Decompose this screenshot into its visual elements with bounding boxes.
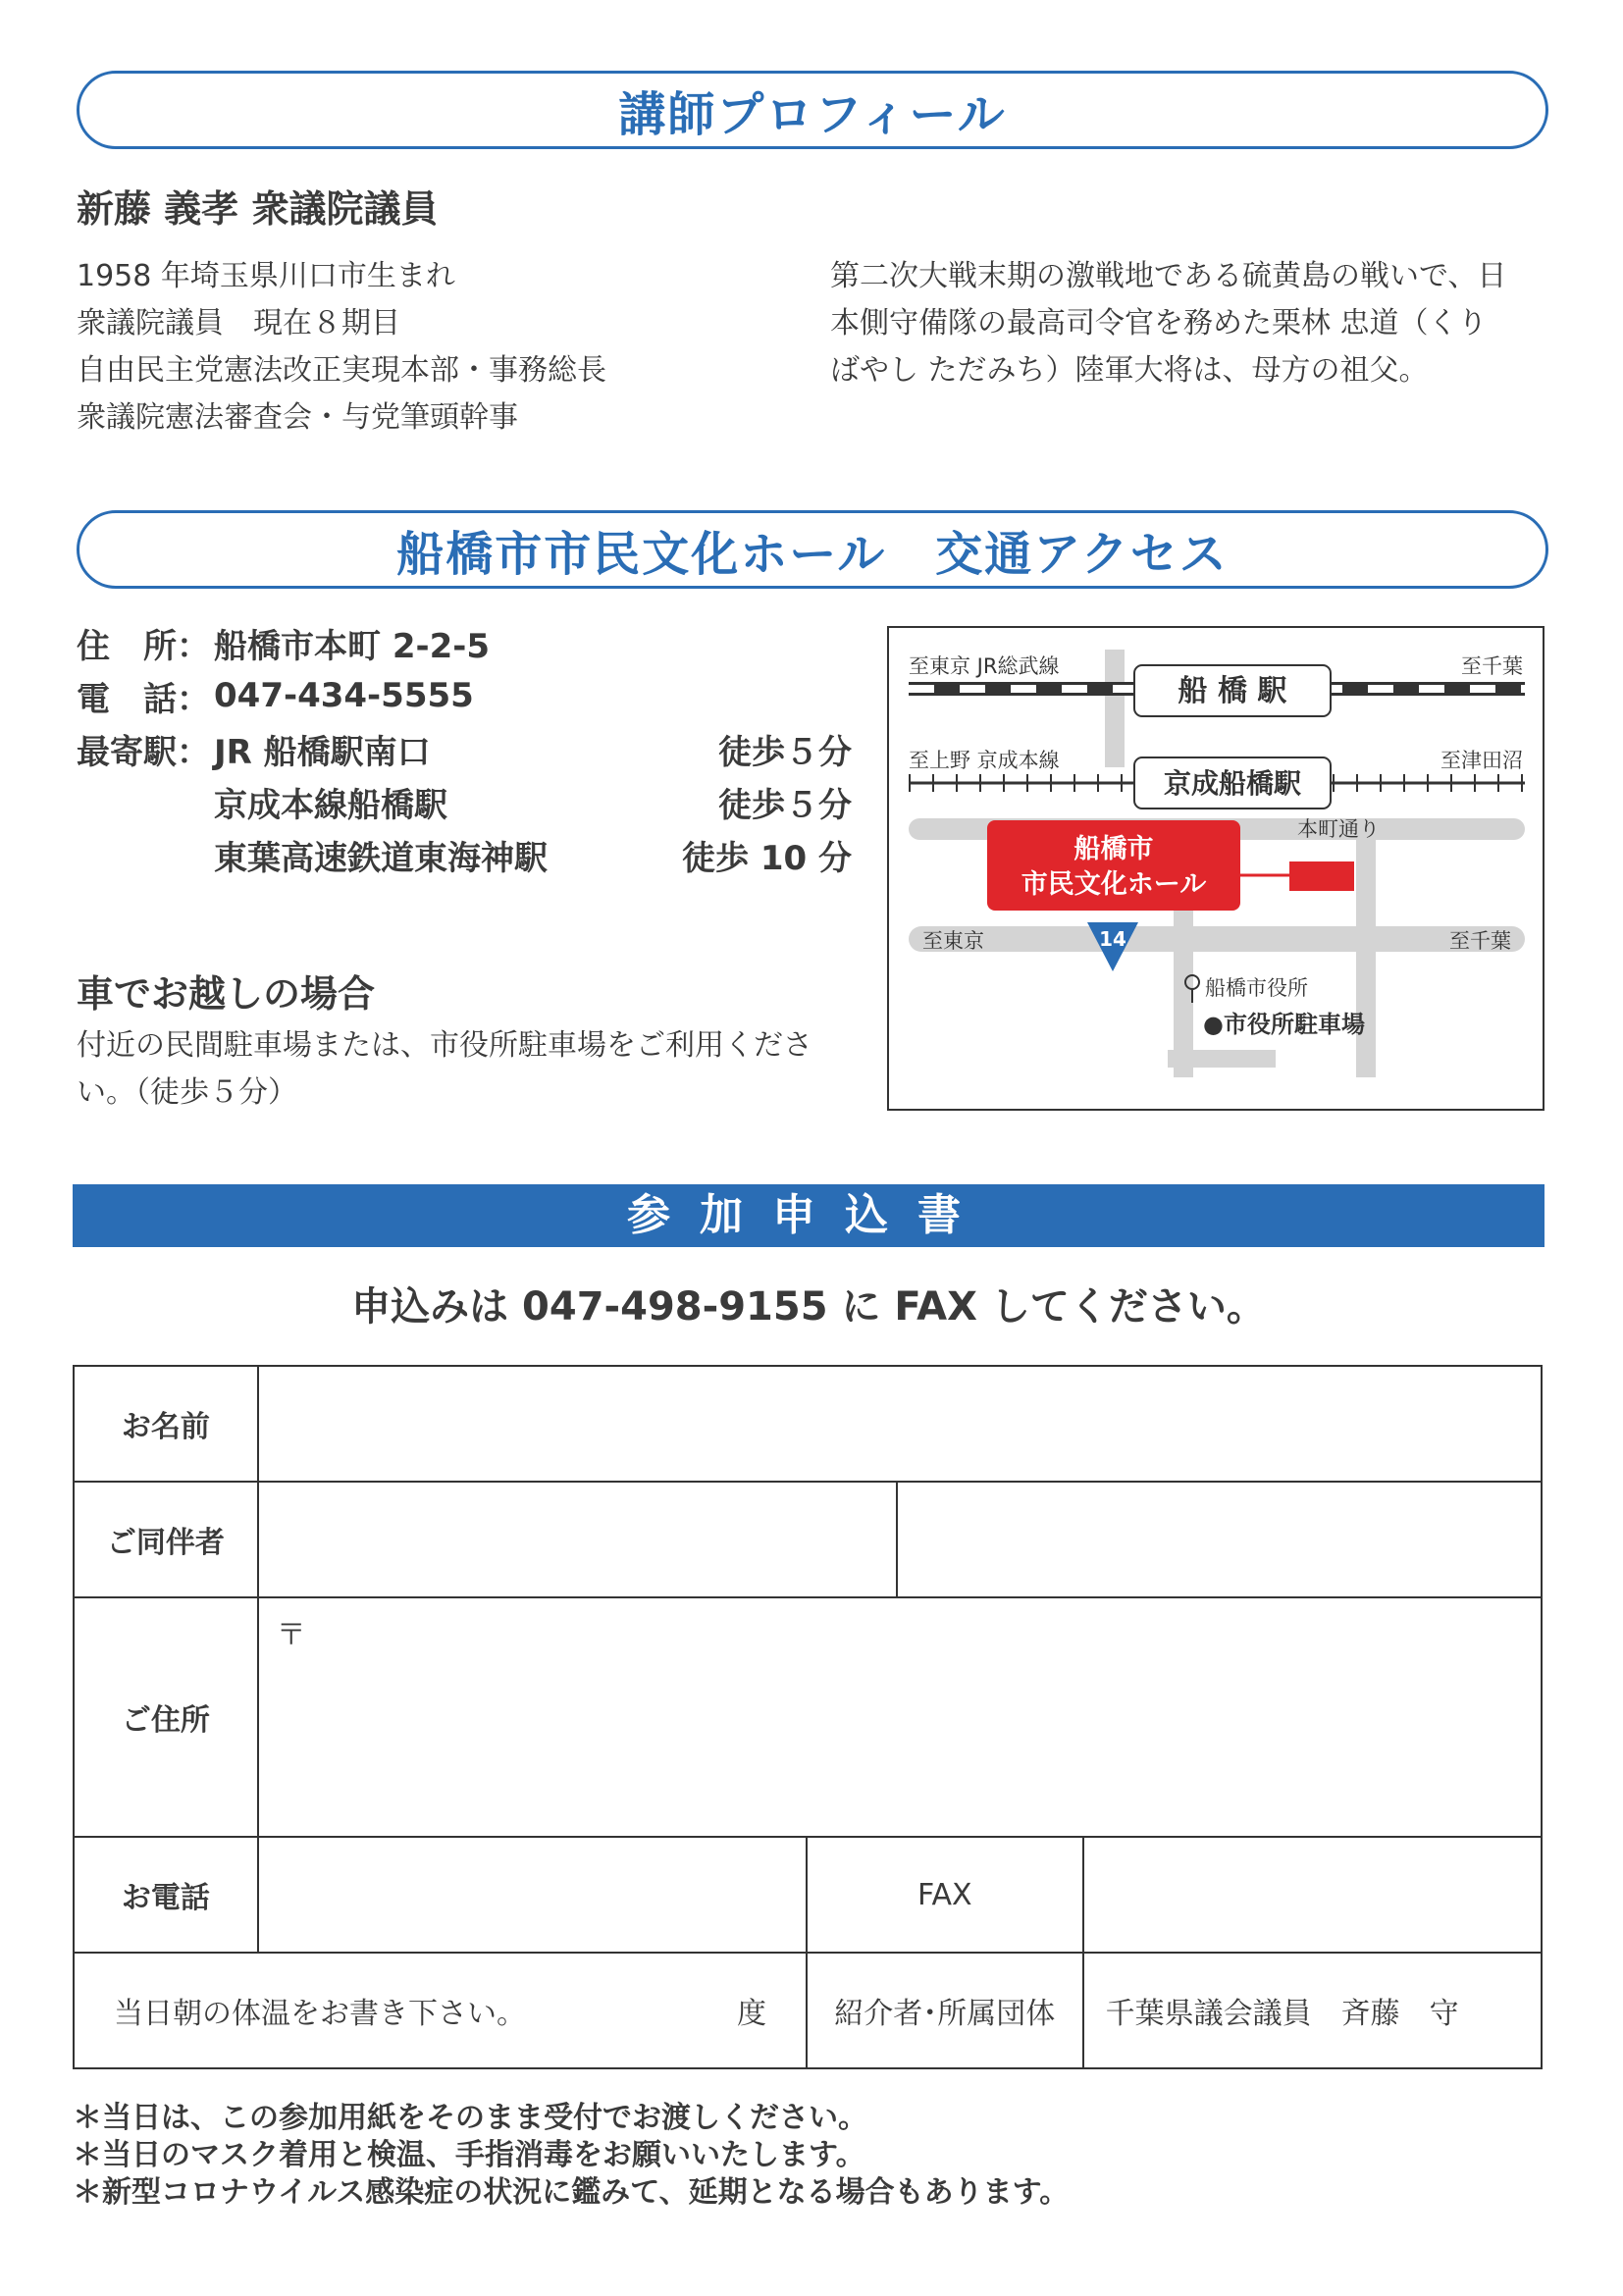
map-label-keisei-left: 至上野 京成本線 (909, 749, 1060, 772)
profile-header-text: 講師プロフィール (618, 86, 1007, 142)
address-field[interactable] (258, 1597, 1542, 1837)
map-road (1356, 832, 1376, 1077)
map-label-keisei-right: 至津田沼 (1440, 749, 1523, 772)
fax-field[interactable] (1083, 1837, 1542, 1953)
station-name: JR 船橋駅南口 (214, 732, 431, 772)
station-walk: 徒歩 10 分 (682, 838, 852, 878)
station-walk: 徒歩５分 (718, 785, 852, 825)
access-header (77, 510, 1548, 589)
address-value: 船橋市本町 2-2-5 (214, 626, 491, 666)
station-name: 東葉高速鉄道東海神駅 (214, 838, 548, 878)
route-number: 14 (1099, 927, 1126, 951)
station-row (77, 775, 852, 828)
name-label: お名前 (74, 1366, 258, 1482)
fax-label: FAX (807, 1837, 1083, 1953)
phone-label: 電 話： (77, 679, 210, 719)
temperature-unit: 度 (736, 1997, 766, 2031)
access-info (77, 616, 852, 881)
address-label: ご住所 (74, 1597, 258, 1837)
name-field[interactable] (258, 1366, 1542, 1482)
family-line: 第二次大戦末期の激戦地である硫黄島の戦いで、日 (830, 259, 1507, 293)
career-line: 1958 年埼玉県川口市生まれ (77, 259, 455, 293)
note-line: ＊当日のマスク着用と検温、手指消毒をお願いいたします。 (73, 2138, 865, 2172)
map-label-road-left: 至東京 (922, 929, 984, 953)
form-row-phone (74, 1837, 1542, 1953)
map-road (1105, 650, 1125, 767)
phone-value: 047-434-5555 (214, 676, 474, 715)
jr-station-name: 船 橋 駅 (1178, 674, 1287, 708)
car-line: い。（徒歩５分） (77, 1075, 297, 1110)
map-road (1168, 1050, 1276, 1068)
access-header-text: 船橋市市民文化ホール 交通アクセス (396, 526, 1229, 582)
note-line: ＊当日は、この参加用紙をそのまま受付でお渡しください。 (73, 2101, 867, 2135)
map-label-road-right: 至千葉 (1449, 929, 1511, 953)
map-label-city-hall: 船橋市役所 (1205, 976, 1308, 1000)
keisei-station-name: 京成船橋駅 (1163, 767, 1302, 800)
form-title-bar: 参加申込書 (73, 1184, 1544, 1247)
family-line: ばやし ただみち）陸軍大将は、母方の祖父。 (830, 353, 1429, 388)
companion-label: ご同伴者 (74, 1482, 258, 1597)
lecturer-name: 新藤 義孝 衆議院議員 (77, 187, 439, 231)
phone-label: お電話 (74, 1837, 258, 1953)
station-row (77, 722, 852, 775)
career-line: 衆議院議員 現在８期目 (77, 306, 400, 340)
companion-field-1[interactable] (258, 1482, 897, 1597)
profile-header (77, 71, 1548, 149)
map-label-jr-left: 至東京 JR総武線 (909, 654, 1060, 678)
hall-building (1289, 861, 1354, 891)
temperature-field[interactable] (74, 1953, 807, 2068)
family-line: 本側守備隊の最高司令官を務めた栗林 忠道（くり (830, 306, 1488, 340)
profile-family (830, 253, 1556, 394)
address-row (77, 616, 852, 669)
form-instruction: 申込みは 047-498-9155 に FAX してください。 (351, 1284, 1266, 1330)
form-row-name (74, 1366, 1542, 1482)
hall-name-line1: 船橋市 (1073, 834, 1154, 864)
map-label-honcho: 本町通り (1297, 817, 1380, 841)
phone-row (77, 669, 852, 722)
station-name: 京成本線船橋駅 (214, 785, 447, 825)
map-road-route14 (909, 926, 1525, 952)
car-header: 車でお越しの場合 (77, 972, 376, 1016)
station-walk: 徒歩５分 (718, 732, 852, 772)
form-row-companion (74, 1482, 1542, 1597)
intro-value[interactable]: 千葉県議会議員 斉藤 守 (1083, 1953, 1542, 2068)
intro-label: 紹介者･所属団体 (807, 1953, 1083, 2068)
note-line: ＊新型コロナウイルス感染症の状況に鑑みて、延期となる場合もあります。 (73, 2175, 1070, 2210)
form-row-address (74, 1597, 1542, 1837)
career-line: 自由民主党憲法改正実現本部・事務総長 (77, 353, 606, 388)
hall-name-line2: 市民文化ホール (1021, 869, 1207, 900)
temperature-label: 当日朝の体温をお書き下さい。 (114, 1997, 526, 2031)
car-line: 付近の民間駐車場または、市役所駐車場をご利用くださ (77, 1028, 812, 1063)
career-line: 衆議院憲法審査会・与党筆頭幹事 (77, 400, 518, 435)
form-row-temperature (74, 1953, 1542, 2068)
notes (73, 2100, 1544, 2212)
address-label: 住 所： (77, 626, 210, 666)
access-map (887, 626, 1544, 1111)
phone-field[interactable] (258, 1837, 807, 1953)
station-row (77, 828, 852, 881)
map-label-jr-right: 至千葉 (1461, 654, 1523, 678)
station-label: 最寄駅： (77, 732, 210, 772)
companion-field-2[interactable] (897, 1482, 1542, 1597)
profile-career (77, 253, 783, 442)
registration-form (73, 1365, 1543, 2069)
car-info (77, 1022, 862, 1117)
postal-mark: 〒 (276, 1618, 306, 1652)
map-label-parking: ●市役所駐車場 (1203, 1011, 1365, 1038)
